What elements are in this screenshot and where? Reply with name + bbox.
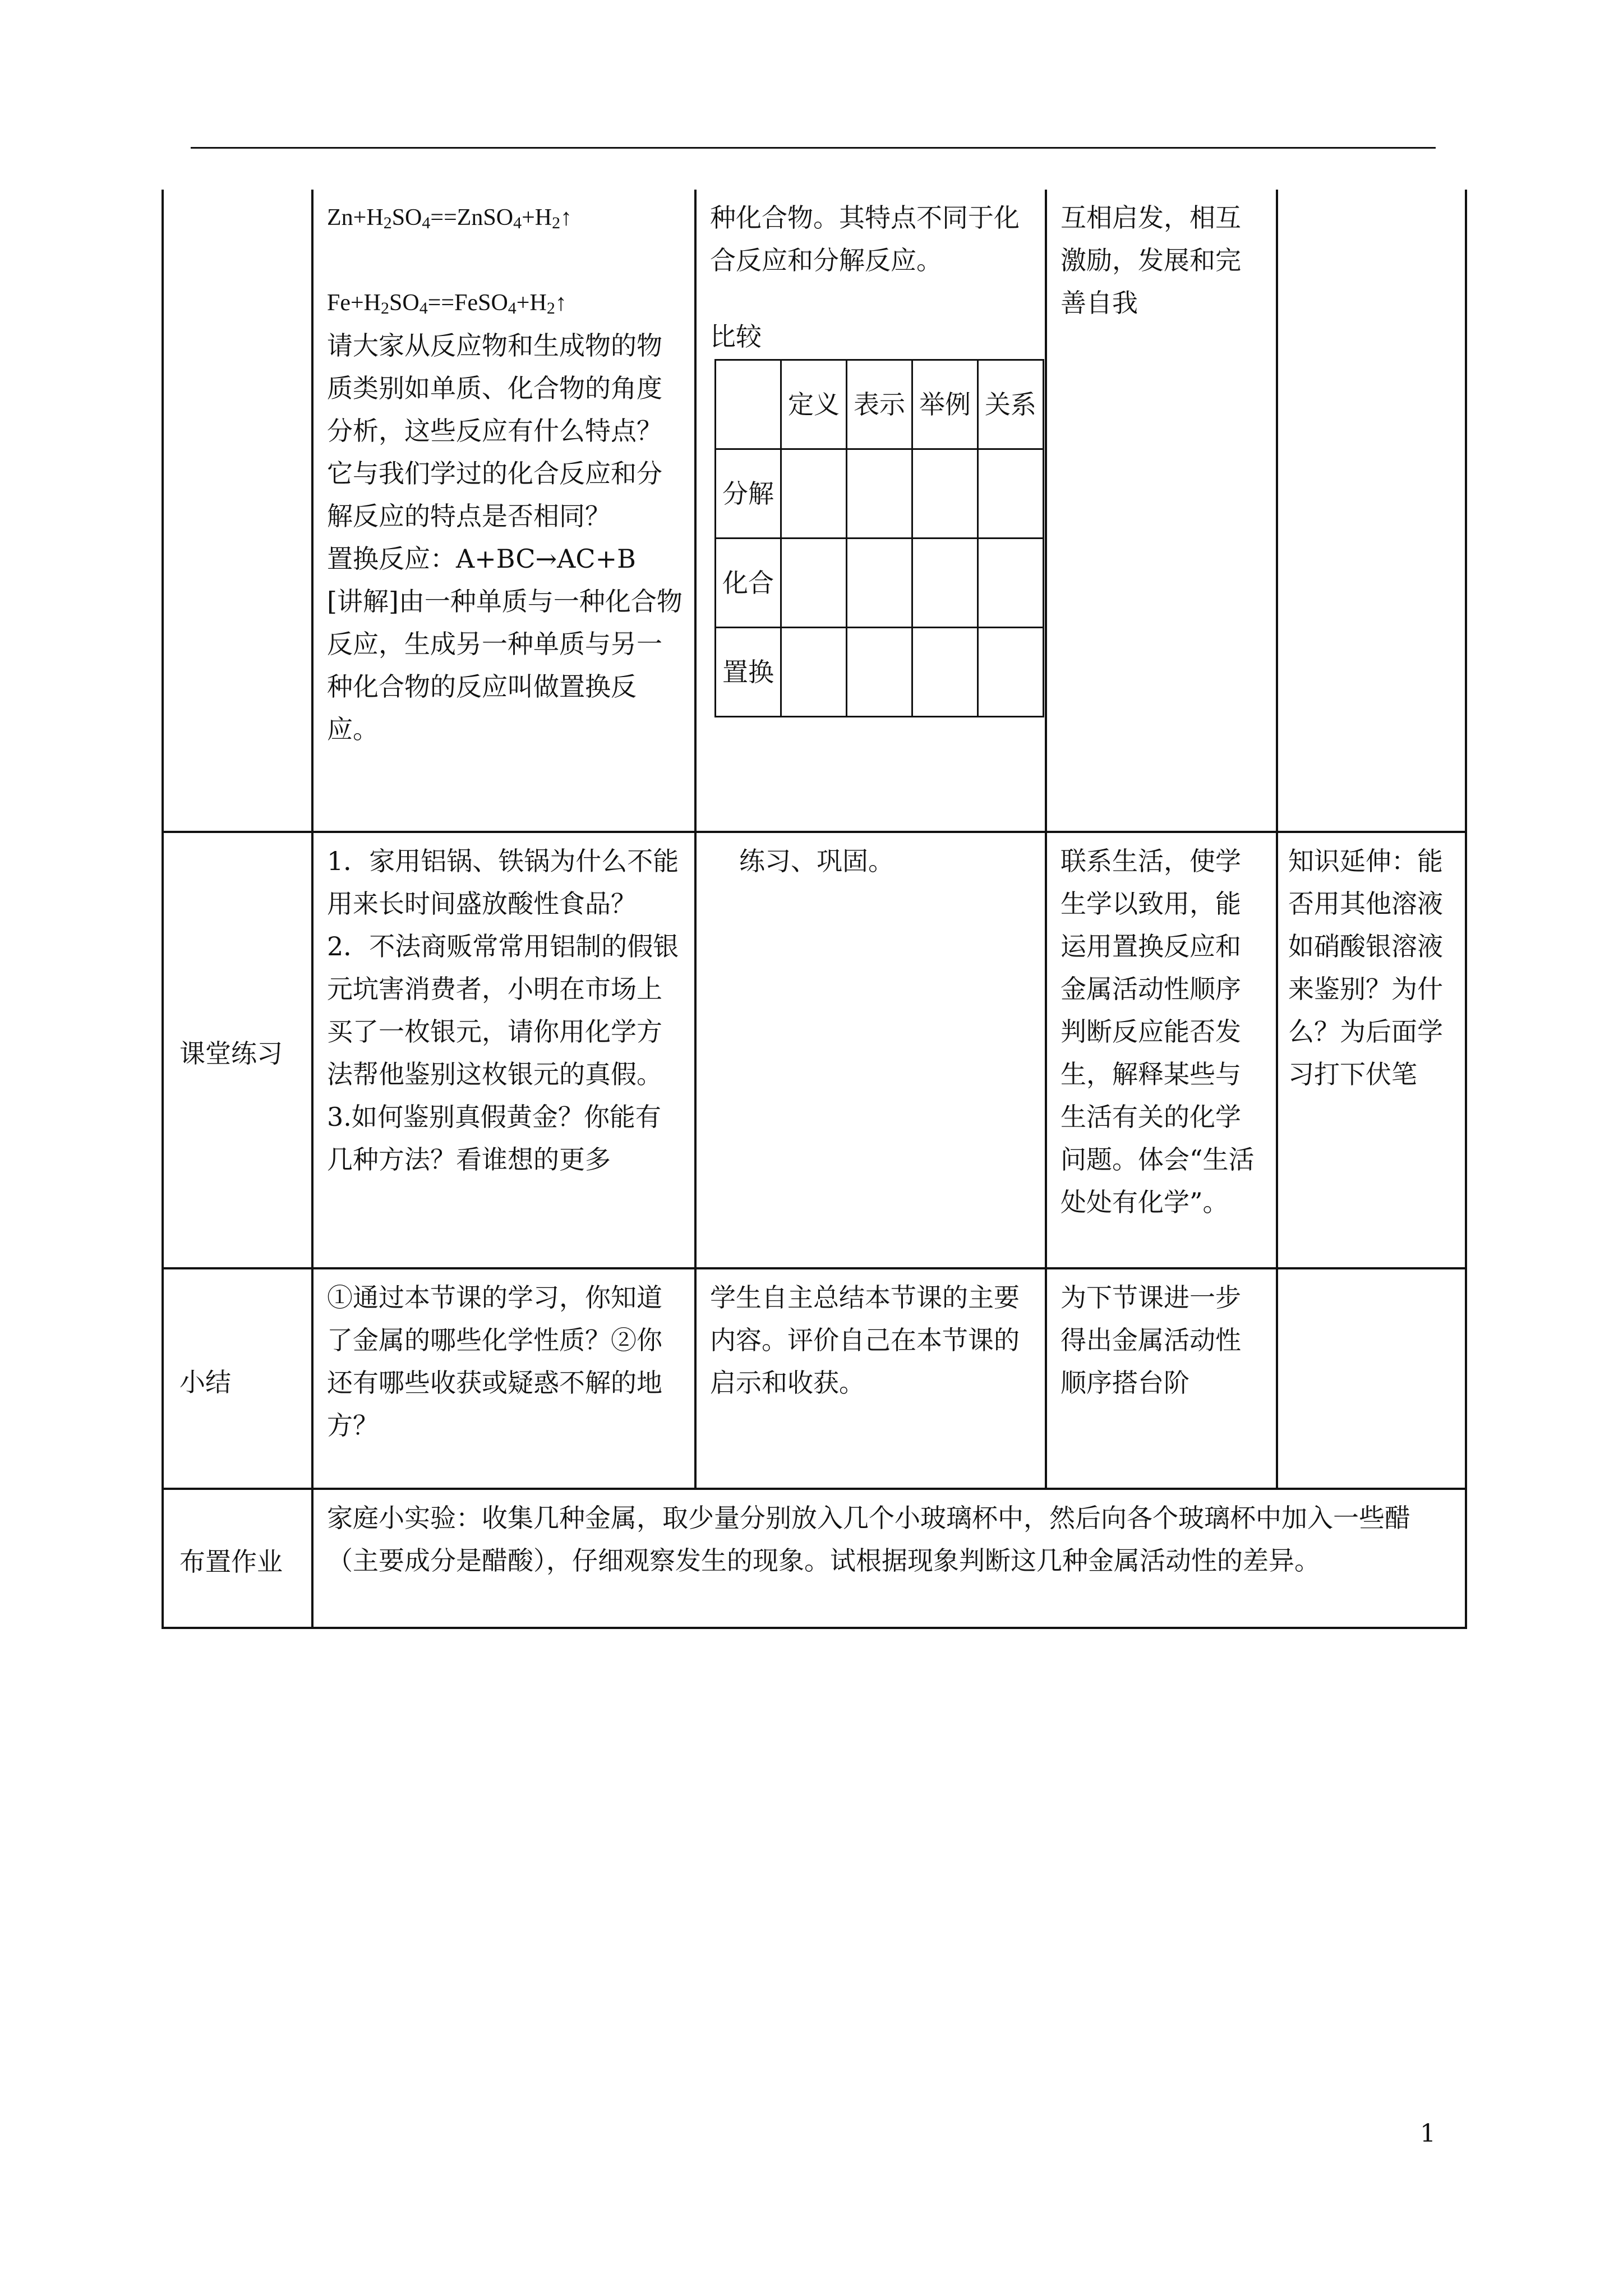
summary-label: 小结 [163, 1268, 312, 1489]
practice-teacher-cell [312, 832, 695, 1268]
comparison-table [714, 359, 1044, 717]
practice-student-activity: 练习、巩固。 [739, 846, 894, 876]
continuation-intent-cell [1046, 190, 1277, 832]
comparison-header: 关系 [978, 360, 1044, 449]
comparison-row-label: 分解 [716, 449, 781, 539]
practice-student-cell [695, 832, 1046, 1268]
student-response: 种化合物。其特点不同于化合反应和分解反应。 [710, 203, 1020, 275]
comparison-cell [781, 628, 847, 717]
comparison-header: 表示 [847, 360, 912, 449]
comparison-header-row [716, 360, 1044, 449]
summary-student-cell [695, 1268, 1046, 1489]
summary-row [163, 1268, 1466, 1489]
practice-note-cell [1277, 832, 1466, 1268]
comparison-cell [912, 628, 978, 717]
comparison-cell [847, 449, 912, 539]
displacement-explanation: [讲解]由一种单质与一种化合物反应，生成另一种单质与另一种化合物的反应叫做置换反应。 [327, 586, 683, 744]
comparison-row [716, 449, 1044, 539]
continuation-note-cell [1277, 190, 1466, 832]
practice-intent: 联系生活，使学生学以致用，能运用置换反应和金属活动性顺序判断反应能否发生，解释某些与生活有关的化学问题。体会“生活处处有化学”。 [1061, 846, 1255, 1217]
summary-intent: 为下节课进一步得出金属活动性顺序搭台阶 [1061, 1282, 1241, 1398]
comparison-row [716, 539, 1044, 628]
lesson-plan-table [162, 190, 1467, 1629]
design-intent: 互相启发，相互激励，发展和完善自我 [1061, 203, 1241, 318]
page-number: 1 [1420, 2119, 1436, 2148]
continuation-label-cell [163, 190, 312, 832]
homework-content-cell [312, 1489, 1466, 1628]
compare-title: 比较 [710, 321, 762, 352]
comparison-cell [781, 539, 847, 628]
displacement-formula: 置换反应：A+BC→AC+B [327, 544, 636, 574]
continuation-row [163, 190, 1466, 832]
comparison-cell [781, 449, 847, 539]
practice-extension-note: 知识延伸：能否用其他溶液如硝酸银溶液来鉴别？为什么？为后面学习打下伏笔 [1288, 846, 1443, 1089]
comparison-row [716, 628, 1044, 717]
comparison-corner [716, 360, 781, 449]
practice-question-3: 3.如何鉴别真假黄金？你能有几种方法？看谁想的更多 [327, 1102, 661, 1175]
summary-teacher-cell [312, 1268, 695, 1489]
summary-student-activity: 学生自主总结本节课的主要内容。评价自己在本节课的启示和收获。 [710, 1282, 1020, 1398]
continuation-teacher-cell [312, 190, 695, 832]
comparison-row-label: 化合 [716, 539, 781, 628]
practice-intent-cell [1046, 832, 1277, 1268]
practice-label: 课堂练习 [163, 832, 312, 1268]
comparison-cell [847, 628, 912, 717]
comparison-row-label: 置换 [716, 628, 781, 717]
comparison-header: 举例 [912, 360, 978, 449]
practice-question-1: 1．家用铝锅、铁锅为什么不能用来长时间盛放酸性食品？ [327, 846, 679, 919]
equation-iron: $Fe+H_2SO_4==FeSO_4+H_2↑$ [327, 290, 567, 318]
analysis-question: 请大家从反应物和生成物的物质类别如单质、化合物的角度分析，这些反应有什么特点？它与我们学过的化合反应和分解反应的特点是否相同？ [327, 330, 662, 531]
practice-question-2: 2．不法商贩常常用铝制的假银元坑害消费者，小明在市场上买了一枚银元，请你用化学方法帮他鉴别这枚银元的真假。 [327, 931, 679, 1089]
homework-row [163, 1489, 1466, 1628]
homework-text: 家庭小实验：收集几种金属，取少量分别放入几个小玻璃杯中，然后向各个玻璃杯中加入一些醋（主要成分是醋酸），仔细观察发生的现象。试根据现象判断这几种金属活动性的差异。 [327, 1503, 1410, 1576]
equation-zinc: $Zn+H_2SO_4==ZnSO_4+H_2↑$ [327, 205, 573, 232]
comparison-cell [912, 539, 978, 628]
comparison-cell [978, 449, 1044, 539]
comparison-cell [978, 539, 1044, 628]
comparison-cell [847, 539, 912, 628]
summary-intent-cell [1046, 1268, 1277, 1489]
summary-questions: ①通过本节课的学习，你知道了金属的哪些化学性质？②你还有哪些收获或疑惑不解的地方？ [327, 1282, 662, 1441]
comparison-cell [912, 449, 978, 539]
continuation-student-cell [695, 190, 1046, 832]
header-rule [191, 147, 1436, 149]
summary-note-cell [1277, 1268, 1466, 1489]
comparison-header: 定义 [781, 360, 847, 449]
homework-label: 布置作业 [163, 1489, 312, 1628]
practice-row [163, 832, 1466, 1268]
comparison-cell [978, 628, 1044, 717]
